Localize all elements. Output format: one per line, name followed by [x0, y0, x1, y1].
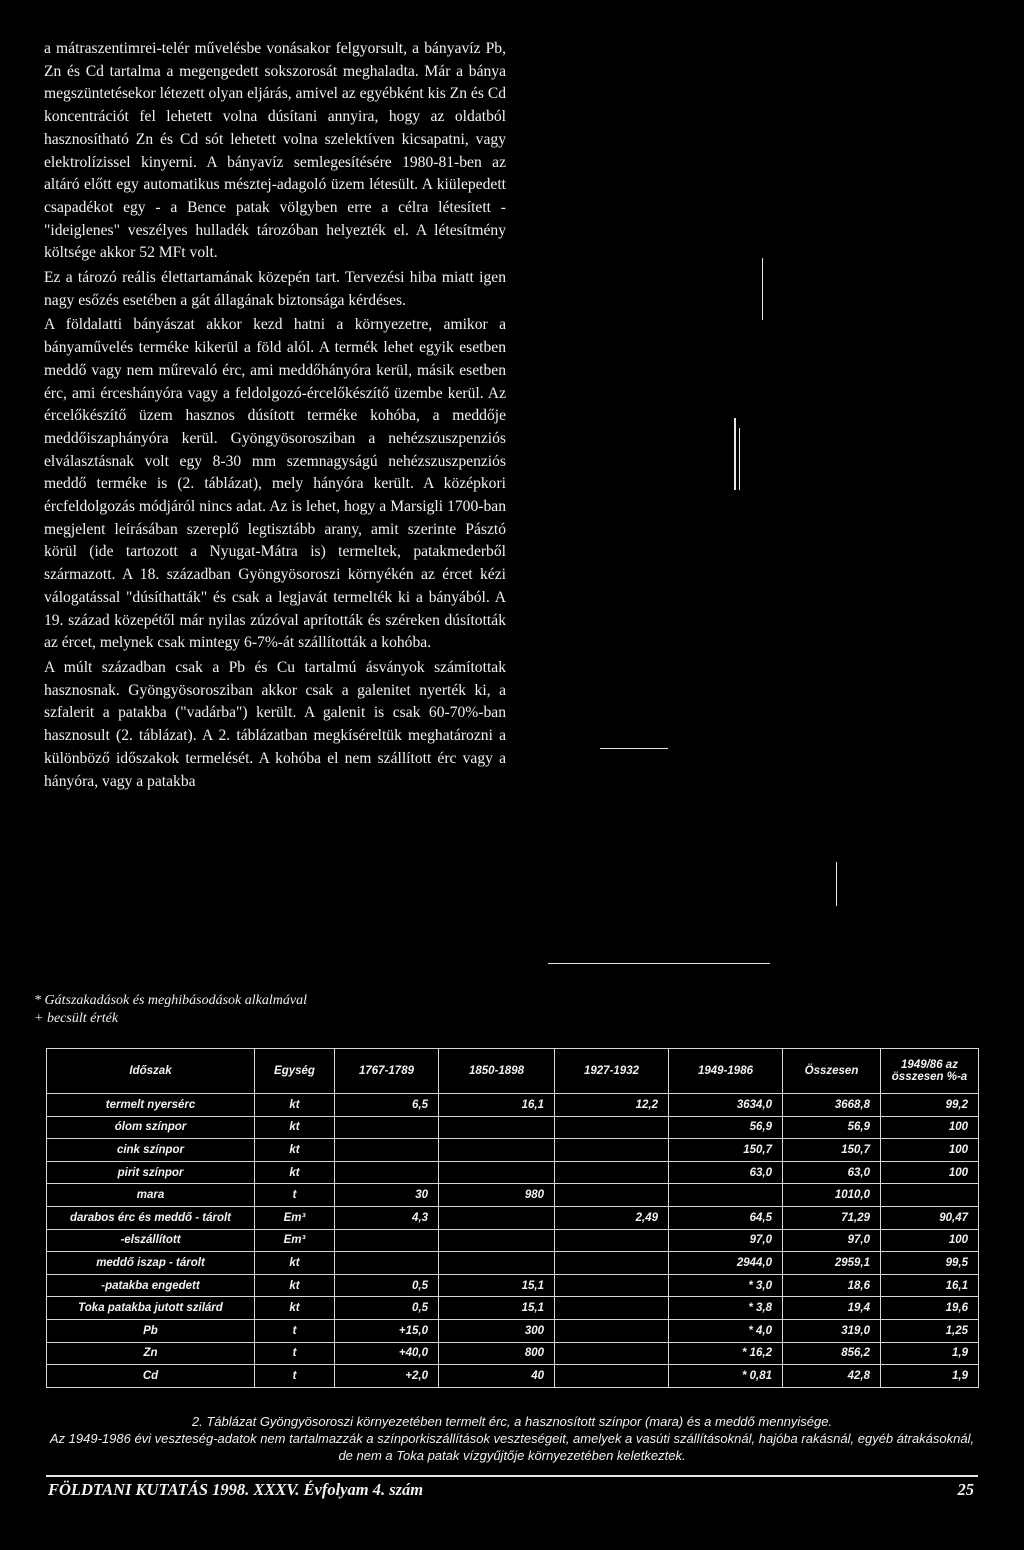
table-cell: 319,0 [783, 1319, 881, 1342]
body-paragraph: A földalatti bányászat akkor kezd hatni a környezetre, amikor a bányaművelés terméke kikerül a föld alól. A termék lehet egyik esetben meddő vagy nem műrevaló érc, ami meddőhányóra kerül, másik esetben érc, ami érceshányóra vagy a feldolgozó-ércelőkészítő üzembe kerül. Az ércelőkészítő üzem hasznos dúsított terméke kohóba, a meddője meddőiszaphányóra kerül. Gyöngyösorosziban a nehézszuszpenziós elválasztásnak volt egy 8-30 mm szemnagyságú nehézszuszpenziós meddő terméke is (2. táblázat), mely hányóra került. A középkori ércfeldolgozás módjáról nincs adat. Az is lehet, hogy a Marsigli 1700-ban megjelent leírásában szereplő legtisztább arany, amit szerinte Pásztó körül (ide tartozott a Nyugat-Mátra is) termeltek, patakmederből származott. A 18. században Gyöngyösoroszi környékén az ércet kézi válogatással "dúsíthatták" és csak a legjavát termelték ki a bányából. A 19. század közepétől már nyilas zúzóval aprították és széreken dúsították az ércet, melynek csak mintegy 6-7%-át szállították a kohóba. [44, 316, 506, 652]
table-cell: 100 [881, 1161, 979, 1184]
table-cell [555, 1365, 669, 1388]
table-cell: t [255, 1365, 335, 1388]
row-label-cell: -elszállított [47, 1229, 255, 1252]
scan-mark [836, 862, 837, 906]
table-cell [439, 1252, 555, 1275]
table-cell [335, 1161, 439, 1184]
table-cell: 15,1 [439, 1274, 555, 1297]
footer-rule [46, 1475, 978, 1477]
table-cell [669, 1184, 783, 1207]
table-cell: 90,47 [881, 1206, 979, 1229]
row-label-cell: darabos érc és meddő - tárolt [47, 1206, 255, 1229]
table-cell: kt [255, 1094, 335, 1117]
table-cell [439, 1161, 555, 1184]
table-cell: * 3,8 [669, 1297, 783, 1320]
body-paragraph: Ez a tározó reális élettartamának közepén tart. Tervezési hiba miatt igen nagy esőzés esetében a gát állagának biztonsága kérdéses. [44, 269, 506, 309]
row-label-cell: Toka patakba jutott szilárd [47, 1297, 255, 1320]
table-row [47, 1161, 979, 1184]
table-cell: 980 [439, 1184, 555, 1207]
table-cell: 2944,0 [669, 1252, 783, 1275]
table-header-cell: 1927-1932 [555, 1049, 669, 1094]
table-row [47, 1206, 979, 1229]
table-cell: 3634,0 [669, 1094, 783, 1117]
table-cell: 100 [881, 1139, 979, 1162]
table-cell: 4,3 [335, 1206, 439, 1229]
table-cell: 0,5 [335, 1274, 439, 1297]
table-cell: kt [255, 1252, 335, 1275]
table-cell: Em³ [255, 1229, 335, 1252]
row-label-cell: termelt nyersérc [47, 1094, 255, 1117]
table-cell [335, 1116, 439, 1139]
body-paragraph: a mátraszentimrei-telér művelésbe vonásakor felgyorsult, a bányavíz Pb, Zn és Cd tartalma a megengedett sokszorosát meghaladta. Már a bánya megszüntetésekor létezett olyan eljárás, amivel az egyébként kis Zn és Cd koncentrációt fel lehetett volna dúsítani annyira, hogy az oldatból hasznosítható Zn és Cd sót lehetett volna szelektíven kicsapatni, vagy elektrolízissel kinyerni. A bányavíz semlegesítésére 1980-81-ben az altáró előtt egy automatikus mésztej-adagoló üzem létesült. A kiülepedett csapadékot egy - a Bence patak völgyben erre a célra létesített - "ideiglenes" veszélyes hulladék tározóban helyezték el. A létesítmény költsége akkor 52 MFt volt. [44, 40, 507, 262]
scan-mark [762, 258, 763, 320]
table-header-cell: Összesen [783, 1049, 881, 1094]
table-header-cell: 1949/86 az összesen %-a [881, 1049, 979, 1094]
row-label-cell: -patakba engedett [47, 1274, 255, 1297]
table-cell: 30 [335, 1184, 439, 1207]
row-label-cell: ólom színpor [47, 1116, 255, 1139]
table-cell: 0,5 [335, 1297, 439, 1320]
production-table-wrap [46, 1048, 978, 1388]
table-cell: 1010,0 [783, 1184, 881, 1207]
table-cell: 19,4 [783, 1297, 881, 1320]
table-row [47, 1297, 979, 1320]
table-cell [555, 1319, 669, 1342]
table-header-cell: 1850-1898 [439, 1049, 555, 1094]
table-cell [555, 1139, 669, 1162]
table-row [47, 1252, 979, 1275]
page-footer [48, 1480, 978, 1500]
table-cell: +40,0 [335, 1342, 439, 1365]
caption-title: 2. Táblázat Gyöngyösoroszi környezetében termelt érc, a hasznosított színpor (mara) és a meddő mennyisége. [191, 1414, 833, 1429]
table-cell: 150,7 [783, 1139, 881, 1162]
table-cell: 63,0 [669, 1161, 783, 1184]
table-cell: kt [255, 1116, 335, 1139]
table-cell: 42,8 [783, 1365, 881, 1388]
row-label-cell: cink színpor [47, 1139, 255, 1162]
table-cell: t [255, 1342, 335, 1365]
table-cell: 2,49 [555, 1206, 669, 1229]
table-body [47, 1094, 979, 1388]
note-estimated-value: + becsült érték [34, 1011, 119, 1026]
table-cell: 64,5 [669, 1206, 783, 1229]
table-row [47, 1116, 979, 1139]
table-cell [439, 1206, 555, 1229]
table-cell [555, 1342, 669, 1365]
table-cell: 1,9 [881, 1365, 979, 1388]
table-cell [335, 1252, 439, 1275]
table-cell: * 16,2 [669, 1342, 783, 1365]
table-caption [46, 1413, 978, 1464]
table-cell: kt [255, 1139, 335, 1162]
table-row [47, 1139, 979, 1162]
table-cell: * 4,0 [669, 1319, 783, 1342]
table-cell: 1,25 [881, 1319, 979, 1342]
table-row [47, 1274, 979, 1297]
row-label-cell: pirit színpor [47, 1161, 255, 1184]
table-cell: 71,29 [783, 1206, 881, 1229]
table-cell: * 3,0 [669, 1274, 783, 1297]
table-header-cell: Egység [255, 1049, 335, 1094]
table-cell [555, 1161, 669, 1184]
table-cell: 3668,8 [783, 1094, 881, 1117]
table-cell: 800 [439, 1342, 555, 1365]
table-cell [555, 1252, 669, 1275]
table-row [47, 1342, 979, 1365]
table-cell: kt [255, 1297, 335, 1320]
table-cell: +15,0 [335, 1319, 439, 1342]
table-header-cell: Időszak [47, 1049, 255, 1094]
row-label-cell: mara [47, 1184, 255, 1207]
table-header-cell: 1767-1789 [335, 1049, 439, 1094]
scan-mark [734, 418, 736, 490]
table-cell: 19,6 [881, 1297, 979, 1320]
table-cell: 99,5 [881, 1252, 979, 1275]
table-cell: 2959,1 [783, 1252, 881, 1275]
table-row [47, 1319, 979, 1342]
table-cell: 1,9 [881, 1342, 979, 1365]
table-cell: 56,9 [669, 1116, 783, 1139]
table-cell: 63,0 [783, 1161, 881, 1184]
table-cell: 300 [439, 1319, 555, 1342]
journal-name: FÖLDTANI KUTATÁS 1998. XXXV. Évfolyam 4. szám [48, 1480, 424, 1499]
table-cell: 40 [439, 1365, 555, 1388]
table-row [47, 1184, 979, 1207]
row-label-cell: meddő iszap - tárolt [47, 1252, 255, 1275]
table-cell [439, 1229, 555, 1252]
body-paragraph: A múlt században csak a Pb és Cu tartalmú ásványok számítottak hasznosnak. Gyöngyösorosziban akkor csak a galenitet nyerték ki, a szfalerit a patakba ("vadárba") került. A galenit is csak 60-70%-ban hasznosult (2. táblázat). A 2. táblázatban megkíséreltük meghatározni a különböző időszakok termelését. A kohóba el nem szállított érc vagy a hányóra, vagy a patakba [44, 658, 506, 790]
table-cell: 16,1 [439, 1094, 555, 1117]
table-cell: 12,2 [555, 1094, 669, 1117]
table-notes [34, 992, 307, 1028]
table-cell: 18,6 [783, 1274, 881, 1297]
table-row [47, 1094, 979, 1117]
table-cell: 97,0 [783, 1229, 881, 1252]
table-row [47, 1229, 979, 1252]
table-cell: 16,1 [881, 1274, 979, 1297]
table-cell [555, 1274, 669, 1297]
row-label-cell: Pb [47, 1319, 255, 1342]
page-number: 25 [957, 1480, 974, 1499]
table-header-cell: 1949-1986 [669, 1049, 783, 1094]
table-cell: t [255, 1184, 335, 1207]
scan-mark [600, 748, 668, 749]
note-dam-failures: * Gátszakadások és meghibásodások alkalmával [34, 993, 307, 1008]
table-cell: 56,9 [783, 1116, 881, 1139]
table-cell [881, 1184, 979, 1207]
table-cell [555, 1184, 669, 1207]
production-table [46, 1048, 979, 1388]
table-cell: 99,2 [881, 1094, 979, 1117]
table-cell: 6,5 [335, 1094, 439, 1117]
caption-note: Az 1949-1986 évi veszteség-adatok nem tartalmazzák a színporkiszállítások veszteségeit, amelyek a vasúti szállításoknál, hajóba rakásnál, egyéb átrakásoknál, de nem a Toka patak vízgyűjtője környezetében keletkeztek. [49, 1431, 975, 1463]
table-cell: +2,0 [335, 1365, 439, 1388]
table-cell [335, 1229, 439, 1252]
table-cell [555, 1229, 669, 1252]
table-cell [555, 1297, 669, 1320]
table-cell: t [255, 1319, 335, 1342]
row-label-cell: Cd [47, 1365, 255, 1388]
body-text-column [44, 38, 506, 793]
table-cell [439, 1139, 555, 1162]
table-cell: 856,2 [783, 1342, 881, 1365]
table-cell: Em³ [255, 1206, 335, 1229]
table-cell: 97,0 [669, 1229, 783, 1252]
table-cell [335, 1139, 439, 1162]
table-row [47, 1365, 979, 1388]
table-cell [439, 1116, 555, 1139]
table-cell: kt [255, 1274, 335, 1297]
scan-mark [739, 428, 740, 490]
table-header-row [47, 1049, 979, 1094]
table-cell: 15,1 [439, 1297, 555, 1320]
table-cell [555, 1116, 669, 1139]
table-cell: 100 [881, 1229, 979, 1252]
row-label-cell: Zn [47, 1342, 255, 1365]
table-cell: * 0,81 [669, 1365, 783, 1388]
table-cell: 150,7 [669, 1139, 783, 1162]
table-cell: 100 [881, 1116, 979, 1139]
scan-mark [548, 963, 770, 964]
table-cell: kt [255, 1161, 335, 1184]
